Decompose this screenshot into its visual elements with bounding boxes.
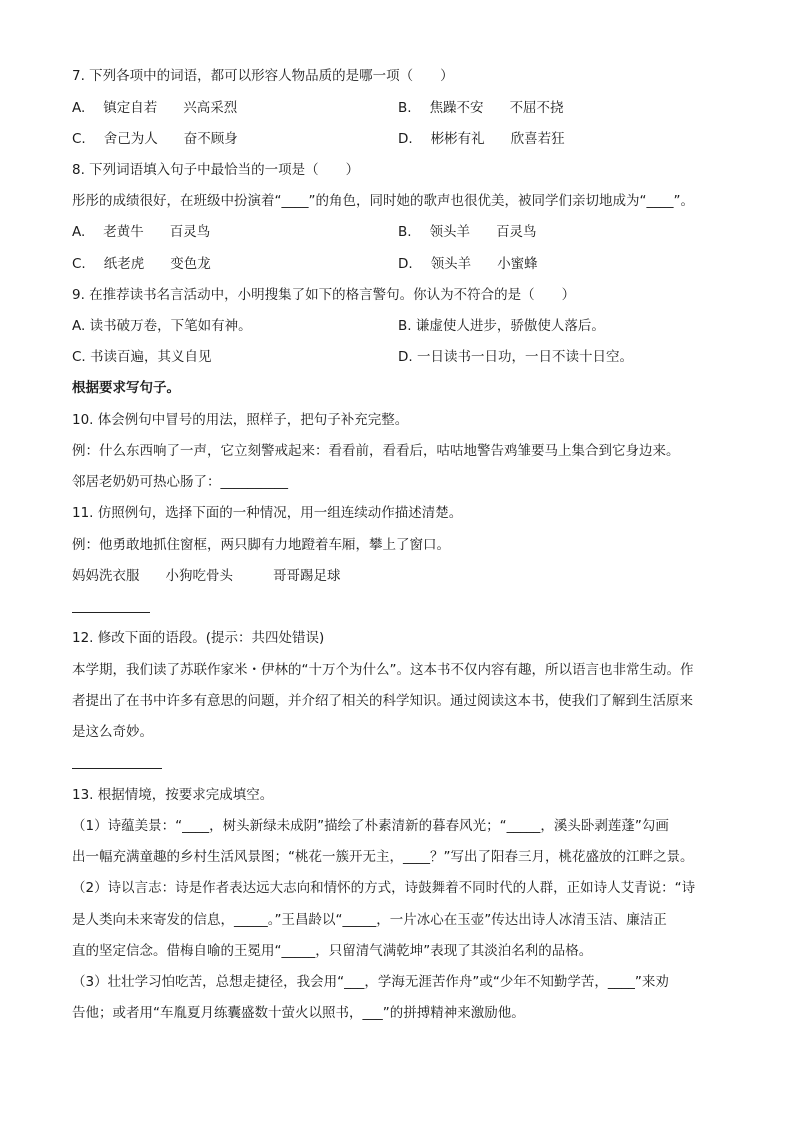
q7-c-label: C. <box>72 131 86 147</box>
q9-option-d[interactable]: D. 一日读书一日功，一日不读十日空。 <box>398 349 633 365</box>
q13-part1-line1: （1）诗蕴美景：“____，树头新绿未成阴”描绘了朴素清新的暮春风光；“_____，溪头卧剥莲蓬”勾画 <box>72 818 669 834</box>
q12-line-3: 是这么奇妙。 <box>72 724 153 740</box>
q7-a-word2: 兴高采烈 <box>183 100 238 116</box>
q12-answer-line[interactable] <box>72 768 162 769</box>
q7-d-label: D. <box>398 131 413 147</box>
q8-c-word2: 变色龙 <box>170 256 211 272</box>
q12-line-1: 本学期，我们读了苏联作家米・伊林的“十万个为什么”。这本书不仅内容有趣，所以语言也非常生动。作 <box>72 662 694 678</box>
q9-stem: 9. 在推荐读书名言活动中，小明搜集了如下的格言警句。你认为不符合的是（ ） <box>72 287 576 303</box>
q8-a-word2: 百灵鸟 <box>169 224 211 240</box>
q7-option-c[interactable] <box>72 129 238 149</box>
q9-option-c[interactable]: C. 书读百遍，其义自见 <box>72 349 212 365</box>
q8-option-b[interactable] <box>398 222 537 242</box>
q8-a-word1: 老黄牛 <box>103 224 144 240</box>
q7-b-word1: 焦躁不安 <box>429 100 484 116</box>
q7-c-word2: 奋不顾身 <box>183 131 238 147</box>
q10-example: 例：什么东西响了一声，它立刻警戒起来：看看前，看看后，咕咕地警告鸡雏要马上集合到它身边来。 <box>72 443 680 459</box>
q7-option-d[interactable] <box>398 129 565 149</box>
q7-b-label: B. <box>398 100 412 116</box>
q8-b-word2: 百灵鸟 <box>496 224 537 240</box>
q9-option-b[interactable]: B. 谦虚使人进步，骄傲使人落后。 <box>398 318 605 334</box>
q12-line-2: 者提出了在书中许多有意思的问题，并介绍了相关的科学知识。通过阅读这本书，使我们了解到生活原来 <box>72 693 693 709</box>
q13-part3-line1: （3）壮壮学习怕吃苦，总想走捷径，我会用“___，学海无涯苦作舟”或“少年不知勤学苦，____”来劝 <box>72 974 669 990</box>
q8-b-word1: 领头羊 <box>429 224 471 240</box>
q7-stem: 7. 下列各项中的词语，都可以形容人物品质的是哪一项（ ） <box>72 68 454 84</box>
q11-options <box>72 566 341 586</box>
q8-c-word1: 纸老虎 <box>103 256 145 272</box>
q11-option-2: 小狗吃骨头 <box>165 568 233 584</box>
q7-option-b[interactable] <box>398 98 564 118</box>
section-heading: 根据要求写句子。 <box>72 380 180 396</box>
q8-option-c[interactable] <box>72 254 211 274</box>
q13-part2-line2: 是人类向未来寄发的信息，_____。”王昌龄以“_____，一片冰心在玉壶”传达出诗人冰清玉洁、廉洁正 <box>72 912 667 928</box>
q11-option-1: 妈妈洗衣服 <box>72 568 140 584</box>
q8-a-label: A. <box>72 224 86 240</box>
q8-d-word2: 小蜜蜂 <box>497 256 538 272</box>
q7-b-word2: 不屈不挠 <box>509 100 564 116</box>
q7-option-a[interactable] <box>72 98 237 118</box>
q8-c-label: C. <box>72 256 86 272</box>
q7-c-word1: 舍己为人 <box>103 131 158 147</box>
q8-option-d[interactable] <box>398 254 538 274</box>
q13-part2-line1: （2）诗以言志：诗是作者表达远大志向和情怀的方式，诗鼓舞着不同时代的人群，正如诗人艾青说：“诗 <box>72 880 696 896</box>
q11-example: 例：他勇敢地抓住窗框，两只脚有力地蹬着车厢，攀上了窗口。 <box>72 537 450 553</box>
q7-d-word2: 欣喜若狂 <box>510 131 565 147</box>
q12-stem: 12. 修改下面的语段。(提示：共四处错误) <box>72 630 325 646</box>
q7-a-word1: 镇定自若 <box>103 100 158 116</box>
q11-option-3: 哥哥踢足球 <box>273 568 341 584</box>
q7-a-label: A. <box>72 100 86 116</box>
q13-stem: 13. 根据情境，按要求完成填空。 <box>72 787 274 803</box>
q8-d-label: D. <box>398 256 413 272</box>
q9-option-a[interactable]: A. 读书破万卷，下笔如有神。 <box>72 318 252 334</box>
q11-stem: 11. 仿照例句，选择下面的一种情况，用一组连续动作描述清楚。 <box>72 505 463 521</box>
q10-prompt: 邻居老奶奶可热心肠了：__________ <box>72 474 288 490</box>
q8-option-a[interactable] <box>72 222 210 242</box>
q10-stem: 10. 体会例句中冒号的用法，照样子，把句子补充完整。 <box>72 412 409 428</box>
q13-part1-line2: 出一幅充满童趣的乡村生活风景图；“桃花一簇开无主，____？”写出了阳春三月，桃花盛放的江畔之景。 <box>72 849 694 865</box>
q8-b-label: B. <box>398 224 412 240</box>
q7-d-word1: 彬彬有礼 <box>430 131 485 147</box>
q8-sentence: 彤彤的成绩很好，在班级中扮演着“____”的角色，同时她的歌声也很优美，被同学们亲切地成为“____”。 <box>72 193 694 209</box>
q13-part3-line2: 告他；或者用“车胤夏月练囊盛数十萤火以照书，___”的拼搏精神来激励他。 <box>72 1005 525 1021</box>
q13-part2-line3: 直的坚定信念。借梅自喻的王冕用“_____，只留清气满乾坤”表现了其淡泊名利的品格。 <box>72 943 593 959</box>
q11-answer-line[interactable] <box>72 612 150 613</box>
q8-stem: 8. 下列词语填入句子中最恰当的一项是（ ） <box>72 162 360 178</box>
q8-d-word1: 领头羊 <box>430 256 472 272</box>
